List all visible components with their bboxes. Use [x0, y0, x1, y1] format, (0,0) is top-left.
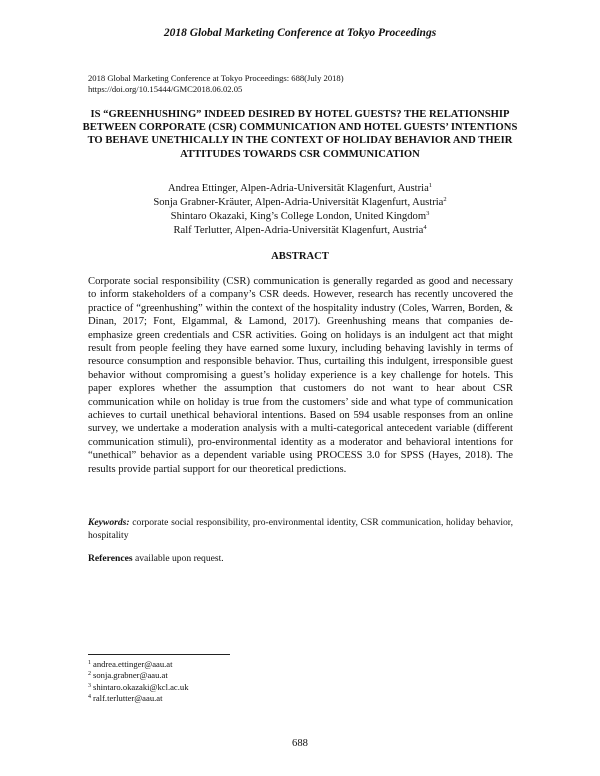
- author-name: Andrea Ettinger, Alpen-Adria-Universität Klagenfurt, Austria: [167, 183, 429, 194]
- footnote-email: sonja.grabner@aau.at: [93, 670, 168, 681]
- author-line: [80, 196, 520, 210]
- citation-line: 2018 Global Marketing Conference at Tokyo Proceedings: 688(July 2018): [88, 73, 344, 83]
- abstract-heading: ABSTRACT: [271, 251, 329, 262]
- author-line: [80, 182, 520, 196]
- footnote-number: 1: [88, 660, 91, 666]
- footnote-marker: 1: [428, 182, 433, 189]
- author-name: Shintaro Okazaki, King’s College London, United Kingdom: [170, 211, 427, 222]
- footnote-email: shintaro.okazaki@kcl.ac.uk: [93, 681, 189, 692]
- doi-line: https://doi.org/10.15444/GMC2018.06.02.05: [88, 84, 243, 94]
- paper-title: IS “GREENHUSHING” INDEED DESIRED BY HOTEL GUESTS? THE RELATIONSHIP BETWEEN CORPORATE (CSR) COMMUNICATION AND HOTEL GUESTS’ INTENTIONS TO BEHAVE UNETHICALLY IN THE CONTEXT OF HOLIDAY BEHAVIOR AND THEIR ATTITUDES TOWARDS CSR COMMUNICATION: [82, 109, 518, 160]
- running-head: 2018 Global Marketing Conference at Tokyo Proceedings: [163, 27, 437, 39]
- author-list: [80, 182, 520, 238]
- footnote-marker: 2: [443, 196, 447, 203]
- keywords-paragraph: [88, 517, 513, 542]
- footnote-number: 2: [88, 671, 91, 678]
- references-paragraph: [88, 553, 513, 564]
- footnote: [88, 682, 388, 693]
- author-name: Ralf Terlutter, Alpen-Adria-Universität Klagenfurt, Austria: [173, 225, 424, 236]
- footnote-email: ralf.terlutter@aau.at: [93, 693, 163, 704]
- citation-block: [88, 73, 518, 95]
- keywords-label: Keywords: [88, 517, 127, 528]
- footnote-number: 3: [88, 682, 91, 689]
- keywords-separator: :: [126, 517, 133, 528]
- page-number: 688: [292, 738, 308, 749]
- author-line: [80, 224, 520, 238]
- keywords-text: corporate social responsibility, pro-environmental identity, CSR communication, holiday behavior, hospitality: [88, 517, 514, 541]
- footnotes: [88, 659, 388, 705]
- references-label: References: [88, 553, 133, 564]
- footnote-marker: 3: [426, 210, 430, 217]
- footnote-marker: 4: [423, 224, 427, 231]
- abstract-text: Corporate social responsibility (CSR) communication is generally regarded as good and necessary to inform stakeholders of a company’s CSR deeds. However, research has recently uncovered the practice of “greenhushing” within the context of the hospitality industry (Coles, Warren, Borden, & Dinan, 2017; Font, Elgammal, & Lamond, 2017). Greenhushing means that companies de-emphasize green credentials and CSR activities. Going on holidays is an indulgent act that might result from people feeling they have earned some luxury, including behaving lavishly in terms of resource consumption and responsible behavior. Thus, curtailing this indulgent, irresponsible guest behavior without compromising a guest’s holiday experience is a key challenge for hotels. This paper explores whether the assumption that customers do not want to hear about CSR communication while on holiday is true from the customers’ side and what type of communication achieves to curtail unethical behavioral intentions. Based on 594 usable responses from an online survey, we undertake a moderation analysis with a multi-categorical antecedent variable (different communication stimuli), pro-environmental identity as a moderator and behavioral intentions for “unethical” behavior as a dependent variable using PROCESS 3.0 for SPSS (Hayes, 2018). The results provide partial support for our theoretical predictions.: [88, 276, 513, 475]
- author-line: [80, 210, 520, 224]
- footnote: [88, 659, 388, 670]
- footnote-email: andrea.ettinger@aau.at: [93, 659, 173, 669]
- footnote: [88, 670, 388, 681]
- footnote-number: 4: [88, 694, 91, 701]
- footnote-divider: [88, 654, 230, 655]
- author-name: Sonja Grabner-Kräuter, Alpen-Adria-Universität Klagenfurt, Austria: [153, 197, 444, 208]
- footnote: [88, 693, 388, 704]
- references-text: available upon request.: [132, 553, 224, 564]
